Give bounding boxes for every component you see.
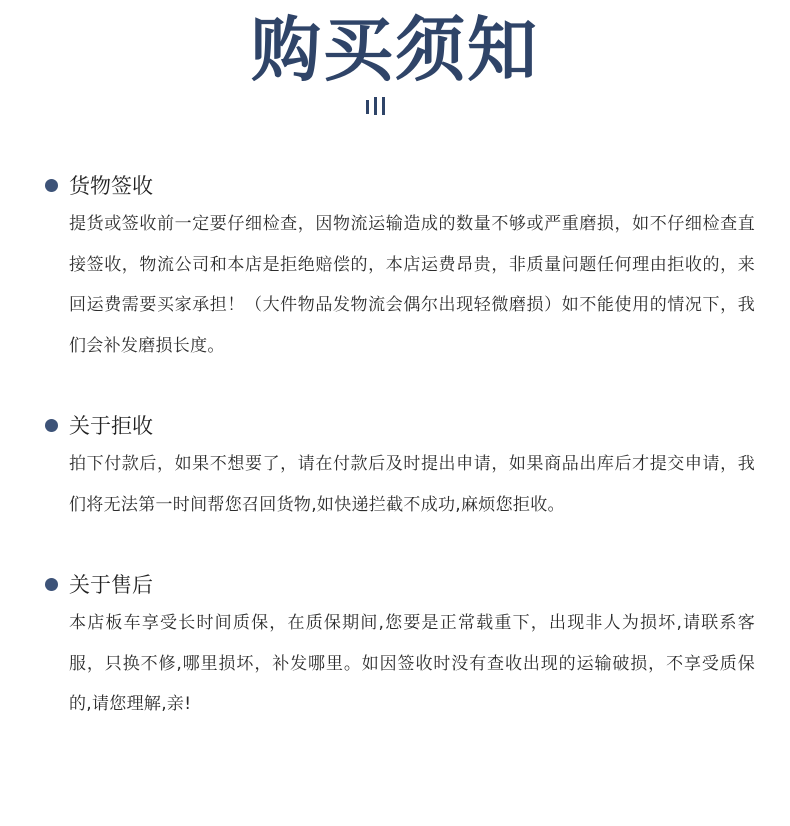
bullet-dot-icon [45, 419, 58, 432]
section-heading: 货物签收 [69, 174, 153, 198]
section-heading: 关于售后 [69, 573, 153, 597]
section-heading: 关于拒收 [69, 414, 153, 438]
section-after-sales [45, 569, 755, 725]
section-body: 提货或签收前一定要仔细检查，因物流运输造成的数量不够或严重磨损，如不仔细检查直接签收，物流公司和本店是拒绝赔偿的，本店运费昂贵，非质量问题任何理由拒收的，来回运费需要买家承担！（大件物品发物流会偶尔出现轻微磨损）如不能使用的情况下，我们会补发磨损长度。 [69, 214, 755, 356]
section-rejection [45, 410, 755, 525]
title-divider-mark [365, 97, 387, 115]
page-title: 购买须知 [251, 9, 539, 91]
section-body: 本店板车享受长时间质保，在质保期间,您要是正常载重下，出现非人为损坏,请联系客服，只换不修,哪里损坏，补发哪里。如因签收时没有查收出现的运输破损，不享受质保的,请您理解,亲! [69, 613, 755, 714]
section-body: 拍下付款后，如果不想要了，请在付款后及时提出申请，如果商品出库后才提交申请，我们将无法第一时间帮您召回货物,如快递拦截不成功,麻烦您拒收。 [69, 454, 755, 515]
section-goods-receipt [45, 170, 755, 366]
bullet-dot-icon [45, 179, 58, 192]
bullet-dot-icon [45, 578, 58, 591]
